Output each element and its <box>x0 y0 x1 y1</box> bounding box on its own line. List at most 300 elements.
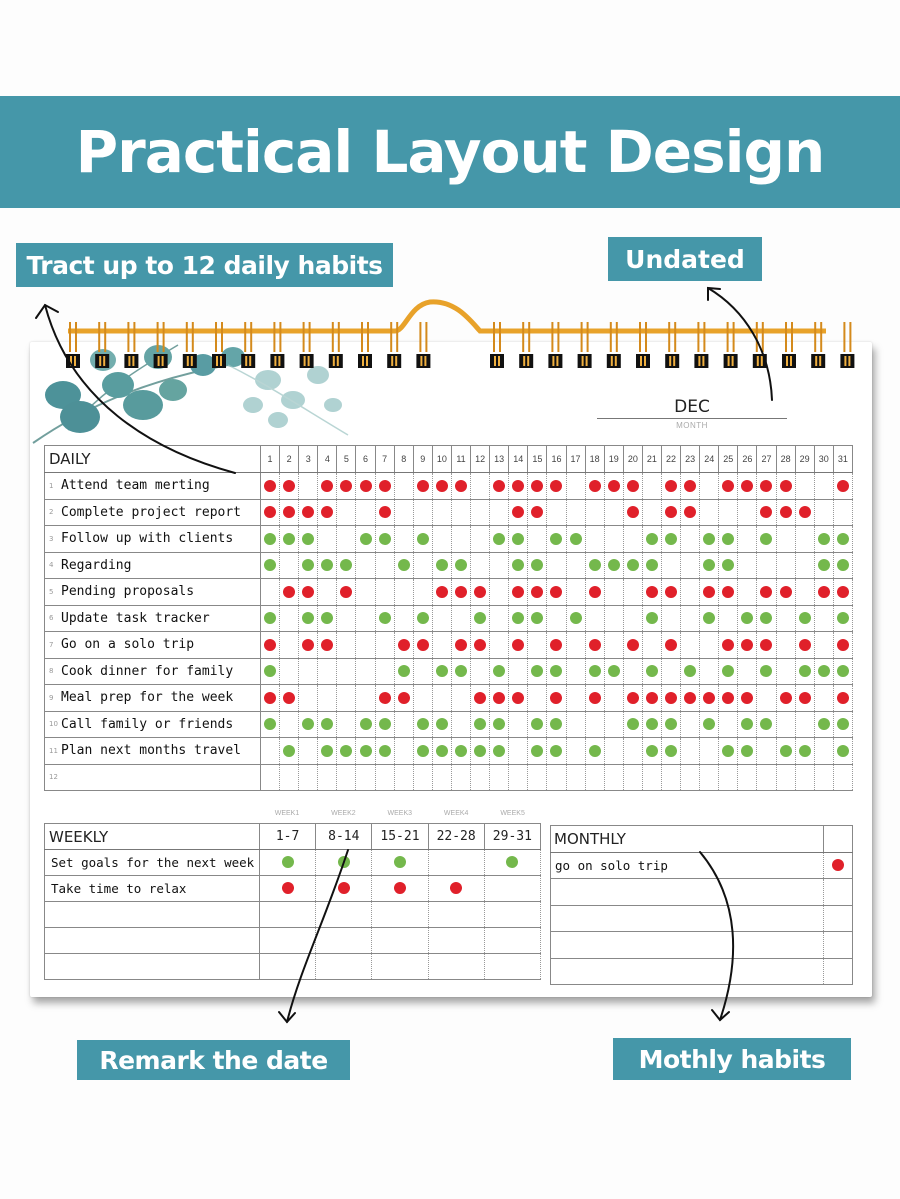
day-check-cell[interactable] <box>413 499 432 526</box>
day-check-cell[interactable] <box>318 711 337 738</box>
day-check-cell[interactable] <box>356 605 375 632</box>
day-check-cell[interactable] <box>642 632 661 659</box>
day-check-cell[interactable] <box>642 711 661 738</box>
week-check-cell[interactable] <box>372 876 428 902</box>
day-check-cell[interactable] <box>261 473 280 500</box>
day-check-cell[interactable] <box>451 552 470 579</box>
day-check-cell[interactable] <box>509 473 528 500</box>
day-check-cell[interactable] <box>585 764 604 791</box>
day-check-cell[interactable] <box>318 552 337 579</box>
day-check-cell[interactable] <box>509 764 528 791</box>
month-check-cell[interactable] <box>824 958 853 985</box>
day-check-cell[interactable] <box>738 632 757 659</box>
day-check-cell[interactable] <box>566 579 585 606</box>
day-check-cell[interactable] <box>490 711 509 738</box>
habit-label-cell[interactable] <box>45 738 261 765</box>
day-check-cell[interactable] <box>795 711 814 738</box>
day-check-cell[interactable] <box>547 658 566 685</box>
week-check-cell[interactable] <box>372 902 428 928</box>
day-check-cell[interactable] <box>318 473 337 500</box>
day-check-cell[interactable] <box>432 526 451 553</box>
habit-label-cell[interactable] <box>45 579 261 606</box>
habit-label-cell[interactable] <box>45 764 261 791</box>
week-check-cell[interactable] <box>316 954 372 980</box>
day-check-cell[interactable] <box>700 526 719 553</box>
day-check-cell[interactable] <box>299 473 318 500</box>
day-check-cell[interactable] <box>795 764 814 791</box>
day-check-cell[interactable] <box>509 711 528 738</box>
day-check-cell[interactable] <box>547 473 566 500</box>
day-check-cell[interactable] <box>795 658 814 685</box>
day-check-cell[interactable] <box>757 764 776 791</box>
day-check-cell[interactable] <box>661 605 680 632</box>
day-check-cell[interactable] <box>738 658 757 685</box>
day-check-cell[interactable] <box>528 632 547 659</box>
day-check-cell[interactable] <box>776 473 795 500</box>
day-check-cell[interactable] <box>375 738 394 765</box>
day-check-cell[interactable] <box>451 658 470 685</box>
day-check-cell[interactable] <box>299 764 318 791</box>
day-check-cell[interactable] <box>833 764 852 791</box>
day-check-cell[interactable] <box>471 711 490 738</box>
day-check-cell[interactable] <box>719 658 738 685</box>
day-check-cell[interactable] <box>776 526 795 553</box>
day-check-cell[interactable] <box>795 738 814 765</box>
day-check-cell[interactable] <box>375 632 394 659</box>
day-check-cell[interactable] <box>413 579 432 606</box>
day-check-cell[interactable] <box>604 526 623 553</box>
day-check-cell[interactable] <box>604 579 623 606</box>
day-check-cell[interactable] <box>394 499 413 526</box>
day-check-cell[interactable] <box>471 473 490 500</box>
day-check-cell[interactable] <box>566 738 585 765</box>
day-check-cell[interactable] <box>451 711 470 738</box>
week-check-cell[interactable] <box>428 876 484 902</box>
day-check-cell[interactable] <box>509 605 528 632</box>
day-check-cell[interactable] <box>280 499 299 526</box>
day-check-cell[interactable] <box>757 711 776 738</box>
day-check-cell[interactable] <box>299 685 318 712</box>
day-check-cell[interactable] <box>299 711 318 738</box>
day-check-cell[interactable] <box>375 764 394 791</box>
day-check-cell[interactable] <box>700 711 719 738</box>
day-check-cell[interactable] <box>833 632 852 659</box>
week-check-cell[interactable] <box>428 902 484 928</box>
day-check-cell[interactable] <box>700 738 719 765</box>
day-check-cell[interactable] <box>585 499 604 526</box>
day-check-cell[interactable] <box>814 605 833 632</box>
day-check-cell[interactable] <box>738 499 757 526</box>
habit-label-cell[interactable] <box>45 605 261 632</box>
day-check-cell[interactable] <box>509 685 528 712</box>
day-check-cell[interactable] <box>394 579 413 606</box>
day-check-cell[interactable] <box>432 711 451 738</box>
day-check-cell[interactable] <box>337 711 356 738</box>
day-check-cell[interactable] <box>528 738 547 765</box>
day-check-cell[interactable] <box>394 764 413 791</box>
day-check-cell[interactable] <box>757 632 776 659</box>
day-check-cell[interactable] <box>375 605 394 632</box>
day-check-cell[interactable] <box>585 738 604 765</box>
day-check-cell[interactable] <box>566 632 585 659</box>
week-check-cell[interactable] <box>316 902 372 928</box>
day-check-cell[interactable] <box>585 658 604 685</box>
day-check-cell[interactable] <box>642 552 661 579</box>
day-check-cell[interactable] <box>432 605 451 632</box>
day-check-cell[interactable] <box>814 711 833 738</box>
day-check-cell[interactable] <box>471 579 490 606</box>
day-check-cell[interactable] <box>776 685 795 712</box>
day-check-cell[interactable] <box>471 685 490 712</box>
day-check-cell[interactable] <box>280 526 299 553</box>
day-check-cell[interactable] <box>413 605 432 632</box>
day-check-cell[interactable] <box>547 632 566 659</box>
day-check-cell[interactable] <box>432 658 451 685</box>
habit-label-cell[interactable] <box>45 658 261 685</box>
day-check-cell[interactable] <box>528 685 547 712</box>
day-check-cell[interactable] <box>604 499 623 526</box>
week-check-cell[interactable] <box>260 928 316 954</box>
day-check-cell[interactable] <box>757 499 776 526</box>
week-check-cell[interactable] <box>260 850 316 876</box>
day-check-cell[interactable] <box>566 685 585 712</box>
day-check-cell[interactable] <box>490 738 509 765</box>
day-check-cell[interactable] <box>413 632 432 659</box>
day-check-cell[interactable] <box>719 605 738 632</box>
day-check-cell[interactable] <box>604 632 623 659</box>
day-check-cell[interactable] <box>318 605 337 632</box>
day-check-cell[interactable] <box>413 473 432 500</box>
day-check-cell[interactable] <box>528 552 547 579</box>
day-check-cell[interactable] <box>738 685 757 712</box>
habit-label-cell[interactable] <box>45 632 261 659</box>
week-check-cell[interactable] <box>316 876 372 902</box>
day-check-cell[interactable] <box>566 473 585 500</box>
day-check-cell[interactable] <box>280 605 299 632</box>
day-check-cell[interactable] <box>413 685 432 712</box>
month-check-cell[interactable] <box>824 852 853 879</box>
day-check-cell[interactable] <box>623 499 642 526</box>
day-check-cell[interactable] <box>776 764 795 791</box>
day-check-cell[interactable] <box>394 473 413 500</box>
day-check-cell[interactable] <box>547 605 566 632</box>
day-check-cell[interactable] <box>776 632 795 659</box>
day-check-cell[interactable] <box>566 526 585 553</box>
day-check-cell[interactable] <box>814 499 833 526</box>
day-check-cell[interactable] <box>528 579 547 606</box>
day-check-cell[interactable] <box>681 764 700 791</box>
day-check-cell[interactable] <box>795 632 814 659</box>
day-check-cell[interactable] <box>547 764 566 791</box>
day-check-cell[interactable] <box>719 579 738 606</box>
day-check-cell[interactable] <box>375 685 394 712</box>
day-check-cell[interactable] <box>661 685 680 712</box>
day-check-cell[interactable] <box>528 473 547 500</box>
day-check-cell[interactable] <box>681 738 700 765</box>
day-check-cell[interactable] <box>356 632 375 659</box>
week-check-cell[interactable] <box>484 928 540 954</box>
day-check-cell[interactable] <box>356 711 375 738</box>
day-check-cell[interactable] <box>509 552 528 579</box>
day-check-cell[interactable] <box>509 579 528 606</box>
day-check-cell[interactable] <box>776 658 795 685</box>
day-check-cell[interactable] <box>833 605 852 632</box>
day-check-cell[interactable] <box>738 711 757 738</box>
day-check-cell[interactable] <box>738 526 757 553</box>
day-check-cell[interactable] <box>719 738 738 765</box>
day-check-cell[interactable] <box>661 632 680 659</box>
day-check-cell[interactable] <box>623 473 642 500</box>
day-check-cell[interactable] <box>337 764 356 791</box>
day-check-cell[interactable] <box>394 552 413 579</box>
day-check-cell[interactable] <box>776 499 795 526</box>
day-check-cell[interactable] <box>280 473 299 500</box>
habit-label-cell[interactable] <box>45 711 261 738</box>
day-check-cell[interactable] <box>413 526 432 553</box>
day-check-cell[interactable] <box>776 552 795 579</box>
day-check-cell[interactable] <box>700 473 719 500</box>
day-check-cell[interactable] <box>642 605 661 632</box>
day-check-cell[interactable] <box>738 605 757 632</box>
day-check-cell[interactable] <box>337 499 356 526</box>
week-check-cell[interactable] <box>372 928 428 954</box>
day-check-cell[interactable] <box>661 579 680 606</box>
week-check-cell[interactable] <box>484 876 540 902</box>
day-check-cell[interactable] <box>528 711 547 738</box>
day-check-cell[interactable] <box>700 499 719 526</box>
day-check-cell[interactable] <box>623 526 642 553</box>
day-check-cell[interactable] <box>394 738 413 765</box>
day-check-cell[interactable] <box>814 738 833 765</box>
day-check-cell[interactable] <box>490 632 509 659</box>
day-check-cell[interactable] <box>280 738 299 765</box>
day-check-cell[interactable] <box>585 605 604 632</box>
day-check-cell[interactable] <box>356 526 375 553</box>
day-check-cell[interactable] <box>299 552 318 579</box>
day-check-cell[interactable] <box>299 632 318 659</box>
day-check-cell[interactable] <box>261 738 280 765</box>
day-check-cell[interactable] <box>451 738 470 765</box>
day-check-cell[interactable] <box>719 711 738 738</box>
day-check-cell[interactable] <box>261 711 280 738</box>
month-check-cell[interactable] <box>824 905 853 932</box>
habit-label-cell[interactable] <box>45 685 261 712</box>
day-check-cell[interactable] <box>833 658 852 685</box>
day-check-cell[interactable] <box>757 526 776 553</box>
day-check-cell[interactable] <box>337 632 356 659</box>
day-check-cell[interactable] <box>337 685 356 712</box>
day-check-cell[interactable] <box>509 499 528 526</box>
week-check-cell[interactable] <box>316 850 372 876</box>
day-check-cell[interactable] <box>280 658 299 685</box>
monthly-habit-label[interactable] <box>551 932 824 959</box>
day-check-cell[interactable] <box>585 552 604 579</box>
day-check-cell[interactable] <box>642 579 661 606</box>
day-check-cell[interactable] <box>413 552 432 579</box>
day-check-cell[interactable] <box>528 605 547 632</box>
monthly-habit-label[interactable] <box>551 905 824 932</box>
day-check-cell[interactable] <box>642 764 661 791</box>
day-check-cell[interactable] <box>490 685 509 712</box>
day-check-cell[interactable] <box>451 764 470 791</box>
day-check-cell[interactable] <box>547 526 566 553</box>
day-check-cell[interactable] <box>490 764 509 791</box>
week-check-cell[interactable] <box>484 850 540 876</box>
day-check-cell[interactable] <box>757 658 776 685</box>
day-check-cell[interactable] <box>337 738 356 765</box>
day-check-cell[interactable] <box>318 764 337 791</box>
day-check-cell[interactable] <box>623 764 642 791</box>
day-check-cell[interactable] <box>261 658 280 685</box>
day-check-cell[interactable] <box>833 685 852 712</box>
day-check-cell[interactable] <box>738 473 757 500</box>
day-check-cell[interactable] <box>814 552 833 579</box>
day-check-cell[interactable] <box>757 552 776 579</box>
day-check-cell[interactable] <box>394 711 413 738</box>
day-check-cell[interactable] <box>814 764 833 791</box>
day-check-cell[interactable] <box>451 632 470 659</box>
day-check-cell[interactable] <box>757 473 776 500</box>
day-check-cell[interactable] <box>604 738 623 765</box>
habit-label-cell[interactable] <box>45 499 261 526</box>
monthly-habit-label[interactable] <box>551 958 824 985</box>
day-check-cell[interactable] <box>490 552 509 579</box>
day-check-cell[interactable] <box>814 579 833 606</box>
week-check-cell[interactable] <box>260 876 316 902</box>
day-check-cell[interactable] <box>432 579 451 606</box>
day-check-cell[interactable] <box>356 473 375 500</box>
day-check-cell[interactable] <box>394 632 413 659</box>
day-check-cell[interactable] <box>661 499 680 526</box>
day-check-cell[interactable] <box>585 473 604 500</box>
day-check-cell[interactable] <box>432 473 451 500</box>
day-check-cell[interactable] <box>375 579 394 606</box>
day-check-cell[interactable] <box>681 499 700 526</box>
day-check-cell[interactable] <box>337 552 356 579</box>
day-check-cell[interactable] <box>375 473 394 500</box>
monthly-habit-label[interactable] <box>551 879 824 906</box>
day-check-cell[interactable] <box>681 605 700 632</box>
day-check-cell[interactable] <box>642 526 661 553</box>
day-check-cell[interactable] <box>814 526 833 553</box>
day-check-cell[interactable] <box>795 473 814 500</box>
day-check-cell[interactable] <box>757 738 776 765</box>
day-check-cell[interactable] <box>814 685 833 712</box>
day-check-cell[interactable] <box>719 764 738 791</box>
day-check-cell[interactable] <box>261 685 280 712</box>
day-check-cell[interactable] <box>471 632 490 659</box>
day-check-cell[interactable] <box>261 526 280 553</box>
day-check-cell[interactable] <box>451 579 470 606</box>
day-check-cell[interactable] <box>490 579 509 606</box>
day-check-cell[interactable] <box>471 526 490 553</box>
week-check-cell[interactable] <box>372 850 428 876</box>
day-check-cell[interactable] <box>681 658 700 685</box>
day-check-cell[interactable] <box>280 632 299 659</box>
day-check-cell[interactable] <box>719 552 738 579</box>
day-check-cell[interactable] <box>566 658 585 685</box>
day-check-cell[interactable] <box>356 685 375 712</box>
day-check-cell[interactable] <box>451 605 470 632</box>
day-check-cell[interactable] <box>700 579 719 606</box>
day-check-cell[interactable] <box>795 685 814 712</box>
day-check-cell[interactable] <box>337 526 356 553</box>
day-check-cell[interactable] <box>776 579 795 606</box>
day-check-cell[interactable] <box>337 605 356 632</box>
day-check-cell[interactable] <box>471 738 490 765</box>
day-check-cell[interactable] <box>642 473 661 500</box>
day-check-cell[interactable] <box>356 579 375 606</box>
day-check-cell[interactable] <box>585 632 604 659</box>
day-check-cell[interactable] <box>604 711 623 738</box>
day-check-cell[interactable] <box>681 579 700 606</box>
day-check-cell[interactable] <box>413 764 432 791</box>
day-check-cell[interactable] <box>547 711 566 738</box>
day-check-cell[interactable] <box>432 764 451 791</box>
day-check-cell[interactable] <box>490 526 509 553</box>
day-check-cell[interactable] <box>318 632 337 659</box>
day-check-cell[interactable] <box>261 579 280 606</box>
day-check-cell[interactable] <box>738 764 757 791</box>
day-check-cell[interactable] <box>776 605 795 632</box>
day-check-cell[interactable] <box>833 552 852 579</box>
day-check-cell[interactable] <box>451 685 470 712</box>
day-check-cell[interactable] <box>681 711 700 738</box>
day-check-cell[interactable] <box>318 738 337 765</box>
weekly-habit-label[interactable]: Take time to relax <box>45 876 260 902</box>
day-check-cell[interactable] <box>318 658 337 685</box>
day-check-cell[interactable] <box>471 764 490 791</box>
day-check-cell[interactable] <box>604 764 623 791</box>
week-check-cell[interactable] <box>428 954 484 980</box>
day-check-cell[interactable] <box>700 658 719 685</box>
day-check-cell[interactable] <box>547 579 566 606</box>
day-check-cell[interactable] <box>337 473 356 500</box>
day-check-cell[interactable] <box>375 658 394 685</box>
day-check-cell[interactable] <box>299 605 318 632</box>
monthly-habit-label[interactable]: go on solo trip <box>551 852 824 879</box>
day-check-cell[interactable] <box>356 552 375 579</box>
day-check-cell[interactable] <box>490 473 509 500</box>
day-check-cell[interactable] <box>719 685 738 712</box>
day-check-cell[interactable] <box>795 579 814 606</box>
day-check-cell[interactable] <box>451 499 470 526</box>
day-check-cell[interactable] <box>623 685 642 712</box>
day-check-cell[interactable] <box>528 658 547 685</box>
day-check-cell[interactable] <box>375 711 394 738</box>
day-check-cell[interactable] <box>318 526 337 553</box>
day-check-cell[interactable] <box>776 711 795 738</box>
day-check-cell[interactable] <box>833 526 852 553</box>
day-check-cell[interactable] <box>642 685 661 712</box>
day-check-cell[interactable] <box>280 711 299 738</box>
week-check-cell[interactable] <box>428 928 484 954</box>
habit-label-cell[interactable] <box>45 552 261 579</box>
week-check-cell[interactable] <box>260 902 316 928</box>
day-check-cell[interactable] <box>432 632 451 659</box>
day-check-cell[interactable] <box>795 499 814 526</box>
day-check-cell[interactable] <box>261 764 280 791</box>
day-check-cell[interactable] <box>795 526 814 553</box>
day-check-cell[interactable] <box>700 764 719 791</box>
day-check-cell[interactable] <box>432 552 451 579</box>
day-check-cell[interactable] <box>432 685 451 712</box>
day-check-cell[interactable] <box>528 764 547 791</box>
day-check-cell[interactable] <box>642 658 661 685</box>
day-check-cell[interactable] <box>700 685 719 712</box>
day-check-cell[interactable] <box>356 738 375 765</box>
day-check-cell[interactable] <box>509 738 528 765</box>
